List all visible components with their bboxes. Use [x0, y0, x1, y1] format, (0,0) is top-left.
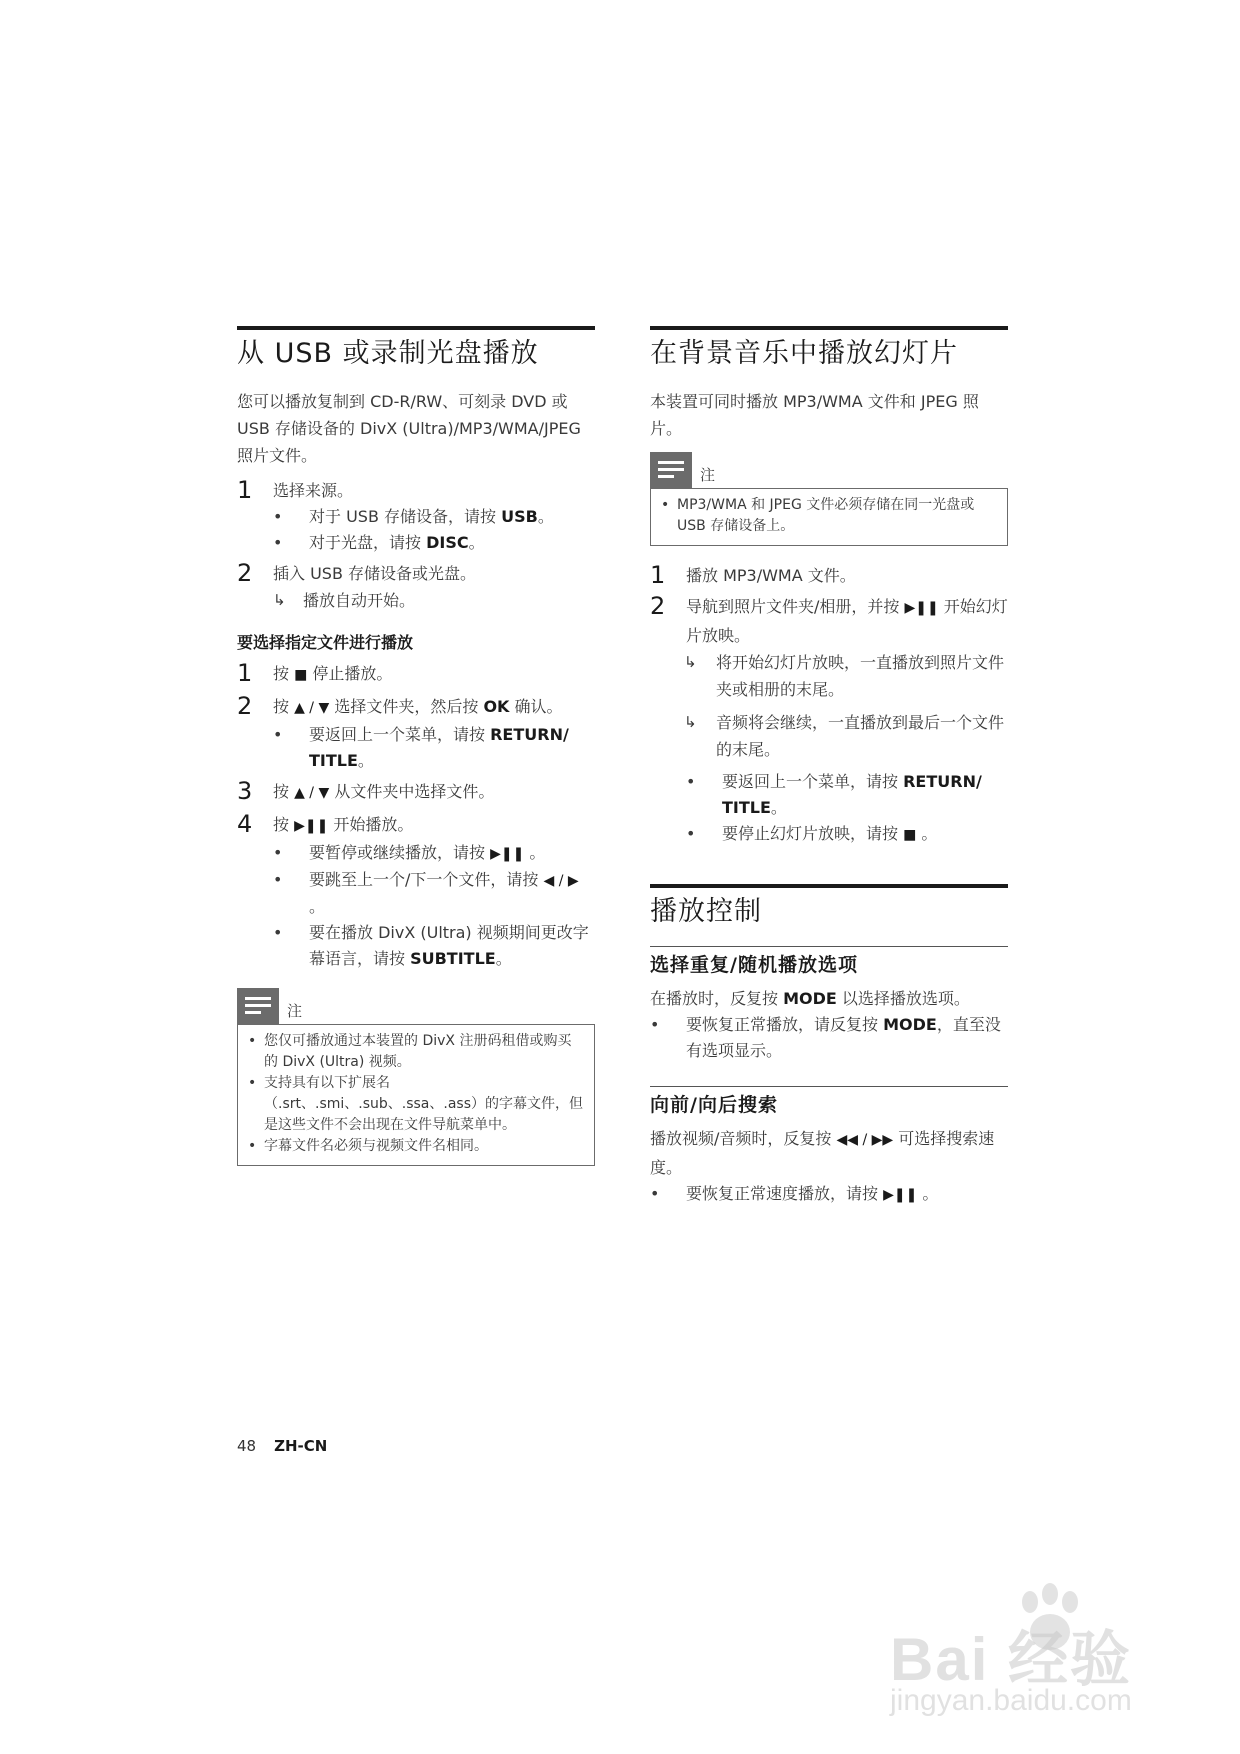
play-pause-icon: ▶❚❚: [294, 818, 329, 834]
bullet-text-end: 。: [357, 751, 374, 770]
result-text: 将开始幻灯片放映，一直播放到照片文件夹或相册的末尾。: [716, 653, 1005, 699]
section-title-playback-control: 播放控制: [650, 884, 1008, 932]
slideshow-intro: 本装置可同时播放 MP3/WMA 文件和 JPEG 照片。: [650, 392, 979, 438]
key-ok: OK: [483, 697, 510, 716]
bullet-text-end: 。: [770, 798, 787, 817]
result-auto-play: [237, 587, 595, 614]
step-text-end: 开始幻灯片放映。: [686, 597, 1008, 645]
slideshow-step-2: [650, 593, 1008, 649]
step-text: 按: [273, 664, 295, 683]
left-column: [237, 326, 595, 1176]
result-slideshow-start: [650, 649, 1008, 703]
bullet-return-title: [650, 769, 1008, 821]
step-text: 按: [273, 815, 295, 834]
subsection-search: 向前/向后搜索: [650, 1086, 1008, 1119]
bullet-text-end: ，直至没有选项显示。: [686, 1015, 1001, 1060]
step-text-mid: 选择文件夹，然后按: [329, 697, 484, 716]
step-text-end: 从文件夹中选择文件。: [329, 782, 495, 801]
bullet-usb-source: [237, 504, 595, 530]
result-text: 播放自动开始。: [303, 591, 416, 610]
step-text: 插入 USB 存储设备或光盘。: [273, 564, 477, 583]
stop-icon: ■: [903, 827, 917, 843]
step-number: 1: [650, 561, 666, 589]
step-number: 1: [237, 659, 253, 687]
prev-next-icon: ◀ / ▶: [543, 873, 579, 889]
select-step-1: [237, 660, 595, 689]
result-text: 音频将会继续，一直播放到最后一个文件的末尾。: [716, 713, 1005, 759]
note-item: • 字幕文件名必须与视频文件名相同。: [248, 1136, 584, 1157]
step-text: 播放 MP3/WMA 文件。: [686, 566, 856, 585]
bullet-text-end: 。: [916, 824, 938, 843]
bullet-normal-speed: [650, 1181, 1008, 1208]
note-title: 注: [287, 1002, 303, 1020]
step-2: [237, 560, 595, 587]
key-return-title: RETURN/ TITLE: [309, 725, 569, 770]
bullet-text: 对于 USB 存储设备，请按: [309, 507, 502, 526]
step-text: 导航到照片文件夹/相册，并按: [686, 597, 905, 616]
select-step-3: [237, 778, 595, 807]
bullet-text-end: 。: [495, 949, 512, 968]
bullet-disc-source: [237, 530, 595, 556]
search-text-post: 可选择搜索速度。: [650, 1129, 995, 1177]
right-column: [650, 326, 1008, 1208]
bullet-text: 要暂停或继续播放，请按: [309, 843, 491, 862]
bullet-text: 要停止幻灯片放映，请按: [722, 824, 904, 843]
search-text: [650, 1125, 1008, 1181]
bullet-text: 对于光盘，请按: [309, 533, 427, 552]
note-body: [237, 1024, 595, 1166]
bullet-text: 要恢复正常播放，请反复按: [686, 1015, 884, 1034]
step-1: [237, 477, 595, 504]
subsection-select-file: 要选择指定文件进行播放: [237, 633, 414, 652]
bullet-return-title: [237, 722, 595, 774]
select-step-2: [237, 693, 595, 722]
note-icon: [237, 988, 279, 1024]
step-number: 2: [237, 692, 253, 720]
result-audio-continue: [650, 709, 1008, 763]
up-down-icon: ▲ / ▼: [294, 785, 330, 801]
bullet-text-end: 。: [524, 843, 546, 862]
key-subtitle: SUBTITLE: [410, 949, 496, 968]
note-slideshow: [650, 452, 1008, 546]
play-pause-icon: ▶❚❚: [490, 846, 525, 862]
bullet-text-end: 。: [917, 1184, 939, 1203]
play-pause-icon: ▶❚❚: [904, 600, 939, 616]
repeat-text: [650, 985, 1008, 1012]
bullet-text: 要返回上一个菜单，请按: [722, 772, 904, 791]
slideshow-step-1: [650, 562, 1008, 589]
step-text: 按: [273, 697, 295, 716]
bullet-text: 要在播放 DivX (Ultra) 视频期间更改字幕语言，请按: [309, 923, 589, 968]
key-usb: USB: [501, 507, 538, 526]
key-mode: MODE: [783, 989, 837, 1008]
step-number: 4: [237, 810, 253, 838]
note-icon: [650, 452, 692, 488]
page-number: 48: [237, 1437, 257, 1455]
step-number: 3: [237, 777, 253, 805]
repeat-text-post: 以选择播放选项。: [836, 989, 970, 1008]
step-text: 选择来源。: [273, 481, 354, 500]
note-item: • 支持具有以下扩展名（.srt、.smi、.sub、.ssa、.ass）的字幕文件，但是这些文件不会出现在文件导航菜单中。: [248, 1073, 584, 1136]
watermark-main: Bai 经验: [890, 1626, 1133, 1693]
stop-icon: ■: [294, 667, 308, 683]
section-title-usb-disc: 从 USB 或录制光盘播放: [237, 326, 595, 374]
step-text-end: 开始播放。: [328, 815, 414, 834]
play-pause-icon: ▶❚❚: [883, 1187, 918, 1203]
step-number: 1: [237, 476, 253, 504]
bullet-skip-file: [237, 867, 595, 920]
watermark-url: jingyan.baidu.com: [890, 1684, 1132, 1717]
note-header: [650, 452, 1008, 488]
key-disc: DISC: [426, 533, 469, 552]
step-text-end: 停止播放。: [307, 664, 393, 683]
page-footer: [237, 1437, 327, 1455]
baidu-watermark: [880, 1580, 1180, 1720]
search-text-pre: 播放视频/音频时，反复按: [650, 1129, 837, 1148]
result-arrow-icon: ↳: [684, 713, 697, 731]
step-text-end: 确认。: [509, 697, 563, 716]
repeat-text-pre: 在播放时，反复按: [650, 989, 784, 1008]
note-header: [237, 988, 595, 1024]
note-body: [650, 488, 1008, 546]
bullet-subtitle-lang: [237, 920, 595, 972]
bullet-text-end: 。: [537, 507, 554, 526]
result-arrow-icon: ↳: [273, 591, 286, 609]
note-item: • MP3/WMA 和 JPEG 文件必须存储在同一光盘或 USB 存储设备上。: [661, 495, 997, 537]
result-arrow-icon: ↳: [684, 653, 697, 671]
up-down-icon: ▲ / ▼: [294, 700, 330, 716]
bullet-text: 要跳至上一个/下一个文件，请按: [309, 870, 544, 889]
select-step-4: [237, 811, 595, 840]
section-title-slideshow: 在背景音乐中播放幻灯片: [650, 326, 1008, 374]
bullet-text: 要恢复正常速度播放，请按: [686, 1184, 884, 1203]
subsection-repeat-shuffle: 选择重复/随机播放选项: [650, 946, 1008, 979]
bullet-pause-resume: [237, 840, 595, 867]
language-code: ZH-CN: [274, 1437, 328, 1455]
bullet-normal-play: [650, 1012, 1008, 1064]
key-mode: MODE: [883, 1015, 937, 1034]
bullet-text-end: 。: [309, 897, 326, 916]
step-number: 2: [237, 559, 253, 587]
note-item: • 您仅可播放通过本装置的 DivX 注册码租借或购买的 DivX (Ultra) 视频。: [248, 1031, 584, 1073]
note-title: 注: [700, 466, 716, 484]
bullet-text: 要返回上一个菜单，请按: [309, 725, 491, 744]
bullet-text-end: 。: [468, 533, 485, 552]
note-divx: [237, 988, 595, 1166]
step-number: 2: [650, 592, 666, 620]
key-return-title: RETURN/ TITLE: [722, 772, 982, 817]
step-text: 按: [273, 782, 295, 801]
usb-intro: 您可以播放复制到 CD-R/RW、可刻录 DVD 或 USB 存储设备的 DivX (Ultra)/MP3/WMA/JPEG 照片文件。: [237, 392, 581, 465]
rewind-forward-icon: ◀◀ / ▶▶: [836, 1132, 894, 1148]
bullet-stop-slideshow: [650, 821, 1008, 848]
